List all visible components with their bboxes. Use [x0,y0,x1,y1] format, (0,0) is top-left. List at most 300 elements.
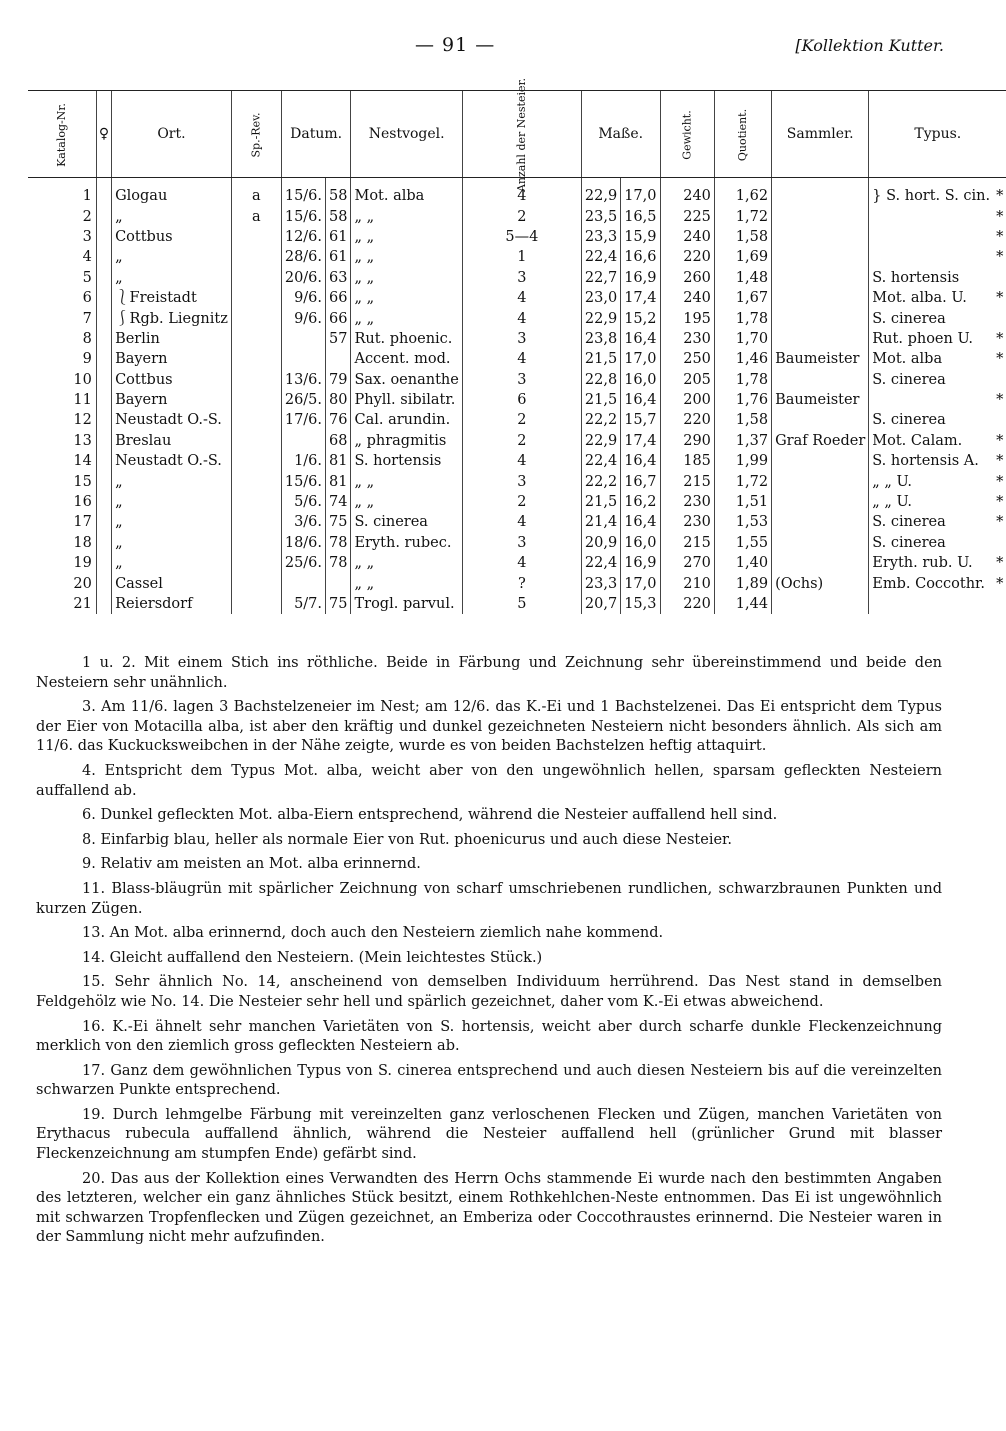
cell-jahr: 74 [326,492,351,512]
table-row [28,268,1006,288]
footnotes [36,654,942,1253]
col-header-sammler: Sammler. [772,91,869,178]
cell-katalog-nr: 10 [73,371,92,388]
cell-mass-laenge: 22,9 [581,308,620,328]
cell-katalog-nr: 8 [82,330,92,347]
cell-typus: Eryth. rub. U. [869,553,993,573]
cell-marker: * [996,208,1004,225]
cell-quotient: 1,40 [714,553,771,573]
cell-mass-breite: 15,3 [621,594,660,614]
cell-female [96,329,111,349]
cell-datum: 3/6. [281,512,325,532]
cell-jahr: 63 [326,268,351,288]
cell-ort: Cassel [112,573,232,593]
table-row [28,206,1006,226]
cell-nestvogel: S. hortensis [351,451,462,471]
col-header-masse: Maße. [581,91,660,178]
cell-sp-rev [231,492,281,512]
col-header-typus: Typus. [869,91,1006,178]
cell-mass-laenge: 23,3 [581,573,620,593]
table-row [28,492,1006,512]
cell-nestvogel: „ „ [351,288,462,308]
cell-anzahl: 3 [462,471,581,491]
cell-mass-breite: 16,9 [621,553,660,573]
col-header-datum: Datum. [281,91,351,178]
cell-datum: 9/6. [281,288,325,308]
cell-typus: Emb. Coccothr. [869,573,993,593]
cell-ort: ⎱Freistadt [112,288,232,308]
cell-gewicht: 230 [660,329,714,349]
cell-anzahl: 5—4 [462,227,581,247]
table-row [28,594,1006,614]
running-title: [Kollektion Kutter. [795,36,944,55]
cell-marker: * [996,555,1004,572]
cell-jahr: 61 [326,227,351,247]
cell-ort: „ [112,268,232,288]
cell-jahr: 58 [326,178,351,207]
cell-marker [993,533,1006,553]
cell-nestvogel: Mot. alba [351,178,462,207]
cell-ort: „ [112,492,232,512]
cell-sp-rev [231,451,281,471]
cell-nestvogel: „ „ [351,206,462,226]
cell-jahr [326,573,351,593]
cell-typus [869,390,993,410]
cell-female [96,431,111,451]
cell-gewicht: 185 [660,451,714,471]
cell-datum: 20/6. [281,268,325,288]
cell-marker [993,594,1006,614]
cell-anzahl: 2 [462,206,581,226]
cell-mass-laenge: 23,0 [581,288,620,308]
footnote-paragraph: 14. Gleicht auffallend den Nesteiern. (Mein leichtestes Stück.) [82,949,543,966]
cell-jahr: 61 [326,247,351,267]
cell-anzahl: 2 [462,431,581,451]
cell-katalog-nr: 9 [82,351,92,368]
cell-datum: 15/6. [281,178,325,207]
cell-nestvogel: S. cinerea [351,512,462,532]
col-header-gewicht: Gewicht. [660,91,714,178]
cell-gewicht: 220 [660,410,714,430]
cell-female [96,451,111,471]
cell-quotient: 1,72 [714,206,771,226]
cell-gewicht: 260 [660,268,714,288]
cell-marker: * [996,392,1004,409]
cell-anzahl: 4 [462,512,581,532]
cell-sammler [772,594,869,614]
cell-mass-breite: 16,7 [621,471,660,491]
cell-marker: * [996,188,1004,205]
cell-datum: 26/5. [281,390,325,410]
cell-gewicht: 225 [660,206,714,226]
footnote-paragraph: 19. Durch lehmgelbe Färbung mit vereinzelten ganz verloschenen Flecken und Zügen, manchen Varietäten von Erythacus rubecula auffallend ähnlich, während die Nesteier auffallend hell (grünlicher Grund mit blasser Fleckenzeichnung am stumpfen Ende) gefärbt sind. [36,1106,942,1163]
cell-datum: 17/6. [281,410,325,430]
cell-anzahl: 3 [462,533,581,553]
cell-marker [993,308,1006,328]
cell-katalog-nr: 2 [82,208,92,225]
cell-sammler [772,227,869,247]
cell-marker: * [996,453,1004,470]
cell-mass-laenge: 22,9 [581,178,620,207]
cell-anzahl: 4 [462,349,581,369]
cell-datum: 12/6. [281,227,325,247]
cell-typus: S. cinerea [869,512,993,532]
cell-quotient: 1,37 [714,431,771,451]
table-row [28,512,1006,532]
table-row [28,553,1006,573]
cell-mass-breite: 17,0 [621,349,660,369]
page-header [0,34,1000,64]
footnote-paragraph: 11. Blass-bläugrün mit spärlicher Zeichnung von scharf umschriebenen rundlichen, schwarzbraunen Punkten und kurzen Zügen. [36,880,942,917]
cell-ort: Bayern [112,390,232,410]
cell-marker: * [996,249,1004,266]
table-row [28,471,1006,491]
cell-sammler: (Ochs) [772,573,869,593]
cell-marker: * [996,351,1004,368]
cell-mass-laenge: 22,4 [581,451,620,471]
table-row [28,431,1006,451]
footnote-paragraph: 6. Dunkel gefleckten Mot. alba-Eiern entsprechend, während die Nesteier auffallend hell sind. [82,807,778,824]
cell-sp-rev [231,288,281,308]
col-header-quotient: Quotient. [714,91,771,178]
cell-marker [993,268,1006,288]
cell-sammler [772,288,869,308]
cell-sammler [772,471,869,491]
cell-mass-laenge: 22,8 [581,370,620,390]
cell-datum [281,573,325,593]
cell-marker: * [996,228,1004,245]
cell-sammler [772,553,869,573]
cell-quotient: 1,58 [714,227,771,247]
cell-marker: * [996,494,1004,511]
cell-mass-breite: 16,6 [621,247,660,267]
cell-nestvogel: „ „ [351,573,462,593]
cell-ort: „ [112,553,232,573]
cell-sp-rev [231,594,281,614]
cell-mass-breite: 15,7 [621,410,660,430]
cell-sammler [772,178,869,207]
col-header-nestvogel: Nestvogel. [351,91,462,178]
cell-mass-laenge: 22,4 [581,553,620,573]
cell-ort: Neustadt O.-S. [112,410,232,430]
cell-katalog-nr: 20 [73,575,92,592]
cell-sammler [772,370,869,390]
cell-gewicht: 195 [660,308,714,328]
cell-jahr: 57 [326,329,351,349]
footnote-paragraph: 3. Am 11/6. lagen 3 Bachstelzeneier im Nest; am 12/6. das K.-Ei und 1 Bachstelzenei. Das Ei entspricht dem Typus der Eier von Motacilla alba, ist aber den kräftig und dunkel gezeichneten Nesteiern nicht besonders ähnlich. Als sich am 11/6. das Kuckucksweibchen in der Nähe zeigte, wurde es von beiden Bachstelzen heftig attaquirt. [36,699,942,755]
cell-katalog-nr: 5 [82,269,92,286]
cell-mass-breite: 16,0 [621,533,660,553]
cell-datum: 13/6. [281,370,325,390]
cell-female [96,594,111,614]
cell-female [96,471,111,491]
cell-ort: „ [112,471,232,491]
cell-katalog-nr: 3 [82,228,92,245]
cell-female [96,410,111,430]
col-header-female: ♀ [96,91,111,178]
footnote-paragraph: 8. Einfarbig blau, heller als normale Eier von Rut. phoenicurus und auch diese Nesteier. [82,831,732,848]
cell-datum: 5/7. [281,594,325,614]
cell-typus: „ „ U. [869,471,993,491]
cell-datum [281,349,325,369]
cell-anzahl: 1 [462,247,581,267]
cell-marker: * [996,473,1004,490]
cell-sp-rev [231,308,281,328]
cell-quotient: 1,67 [714,288,771,308]
cell-gewicht: 215 [660,471,714,491]
cell-sp-rev [231,573,281,593]
cell-ort: Berlin [112,329,232,349]
cell-ort: Bayern [112,349,232,369]
cell-gewicht: 230 [660,492,714,512]
cell-typus: S. cinerea [869,410,993,430]
table-row [28,370,1006,390]
cell-ort: Cottbus [112,227,232,247]
cell-typus: Mot. Calam. [869,431,993,451]
cell-katalog-nr: 18 [73,534,92,551]
cell-sp-rev [231,533,281,553]
cell-female [96,206,111,226]
cell-mass-laenge: 22,9 [581,431,620,451]
col-header-anzahl-nesteier: Anzahl der Nesteier. [462,91,581,178]
cell-gewicht: 240 [660,288,714,308]
cell-quotient: 1,70 [714,329,771,349]
cell-marker: * [996,514,1004,531]
cell-sammler: Baumeister [772,349,869,369]
cell-female [96,308,111,328]
cell-mass-laenge: 20,9 [581,533,620,553]
cell-katalog-nr: 15 [73,473,92,490]
col-header-katalog-nr: Katalog-Nr. [28,91,96,178]
cell-typus: S. cinerea [869,533,993,553]
cell-nestvogel: „ „ [351,308,462,328]
cell-marker: * [996,575,1004,592]
cell-typus: S. cinerea [869,370,993,390]
footnote-paragraph: 13. An Mot. alba erinnernd, doch auch den Nesteiern ziemlich nahe kommend. [82,925,664,942]
cell-female [96,390,111,410]
cell-katalog-nr: 17 [73,514,92,531]
table-header-row [28,91,1006,178]
table-row [28,390,1006,410]
cell-sammler [772,533,869,553]
cell-katalog-nr: 11 [73,392,92,409]
cell-sammler: Graf Roeder [772,431,869,451]
cell-sp-rev [231,471,281,491]
cell-ort: „ [112,512,232,532]
cell-nestvogel: Eryth. rubec. [351,533,462,553]
cell-sp-rev: a [231,206,281,226]
cell-quotient: 1,48 [714,268,771,288]
cell-typus: S. hortensis A. [869,451,993,471]
cell-katalog-nr: 12 [73,412,92,429]
cell-ort: Glogau [112,178,232,207]
cell-sammler [772,451,869,471]
cell-ort: Reiersdorf [112,594,232,614]
cell-mass-laenge: 22,7 [581,268,620,288]
cell-gewicht: 205 [660,370,714,390]
cell-marker: * [996,290,1004,307]
cell-jahr: 66 [326,308,351,328]
egg-catalog-table [28,77,1006,614]
cell-datum: 15/6. [281,206,325,226]
cell-mass-laenge: 20,7 [581,594,620,614]
cell-jahr: 76 [326,410,351,430]
cell-sp-rev [231,390,281,410]
cell-gewicht: 220 [660,247,714,267]
col-header-ort: Ort. [112,91,232,178]
cell-typus: Mot. alba. U. [869,288,993,308]
cell-jahr: 80 [326,390,351,410]
col-header-sp-rev: Sp.-Rev. [231,91,281,178]
cell-nestvogel: „ „ [351,553,462,573]
cell-sammler [772,410,869,430]
cell-gewicht: 200 [660,390,714,410]
cell-sammler [772,492,869,512]
cell-typus [869,247,993,267]
cell-ort: ⎰Rgb. Liegnitz [112,308,232,328]
footnote-paragraph: 15. Sehr ähnlich No. 14, anscheinend von demselben Individuum herrührend. Das Nest stand in demselben Feldgehölz wie No. 14. Die Nesteier sehr hell und spärlich gezeichnet, daher vom K.-Ei etwas abweichend. [36,974,942,1010]
cell-sp-rev [231,431,281,451]
cell-quotient: 1,78 [714,308,771,328]
cell-nestvogel: Trogl. parvul. [351,594,462,614]
cell-mass-laenge: 23,3 [581,227,620,247]
cell-anzahl: 3 [462,329,581,349]
footnote-paragraph: 9. Relativ am meisten an Mot. alba erinnernd. [82,856,421,873]
cell-sammler [772,206,869,226]
cell-quotient: 1,58 [714,410,771,430]
cell-sp-rev [231,227,281,247]
cell-sammler [772,329,869,349]
cell-datum: 25/6. [281,553,325,573]
cell-sp-rev [231,410,281,430]
cell-typus: „ „ U. [869,492,993,512]
cell-quotient: 1,72 [714,471,771,491]
cell-gewicht: 270 [660,553,714,573]
cell-anzahl: 5 [462,594,581,614]
cell-anzahl: 3 [462,370,581,390]
cell-female [96,512,111,532]
cell-mass-breite: 16,4 [621,451,660,471]
cell-sp-rev [231,553,281,573]
cell-sp-rev [231,247,281,267]
cell-gewicht: 250 [660,349,714,369]
cell-female [96,288,111,308]
cell-datum [281,431,325,451]
cell-katalog-nr: 13 [73,432,92,449]
cell-typus: Rut. phoen U. [869,329,993,349]
cell-katalog-nr: 4 [82,249,92,266]
cell-quotient: 1,76 [714,390,771,410]
cell-female [96,370,111,390]
cell-nestvogel: „ „ [351,492,462,512]
cell-female [96,573,111,593]
cell-mass-laenge: 22,2 [581,410,620,430]
cell-sammler: Baumeister [772,390,869,410]
cell-mass-breite: 16,9 [621,268,660,288]
cell-mass-laenge: 21,5 [581,390,620,410]
cell-anzahl: 4 [462,288,581,308]
cell-anzahl: 2 [462,410,581,430]
cell-anzahl: 6 [462,390,581,410]
footnote-paragraph: 4. Entspricht dem Typus Mot. alba, weicht aber von den ungewöhnlich hellen, sparsam gefleckten Nesteiern auffallend ab. [36,762,942,799]
cell-nestvogel: Phyll. sibilatr. [351,390,462,410]
cell-typus: S. hortensis [869,268,993,288]
cell-gewicht: 215 [660,533,714,553]
cell-mass-breite: 17,4 [621,288,660,308]
cell-anzahl: 3 [462,268,581,288]
cell-jahr [326,349,351,369]
cell-gewicht: 240 [660,178,714,207]
cell-marker [993,410,1006,430]
cell-nestvogel: „ phragmitis [351,431,462,451]
cell-female [96,349,111,369]
cell-katalog-nr: 16 [73,494,92,511]
cell-quotient: 1,78 [714,370,771,390]
cell-anzahl: 4 [462,308,581,328]
cell-sammler [772,247,869,267]
table-row [28,349,1006,369]
cell-jahr: 81 [326,451,351,471]
table-row [28,288,1006,308]
cell-nestvogel: Accent. mod. [351,349,462,369]
table-row [28,247,1006,267]
cell-typus [869,227,993,247]
cell-jahr: 68 [326,431,351,451]
cell-mass-breite: 17,4 [621,431,660,451]
cell-marker: * [996,330,1004,347]
cell-sammler [772,308,869,328]
table-row [28,573,1006,593]
cell-mass-breite: 16,4 [621,329,660,349]
cell-anzahl: 4 [462,553,581,573]
cell-mass-breite: 16,4 [621,390,660,410]
cell-anzahl: 2 [462,492,581,512]
cell-nestvogel: „ „ [351,247,462,267]
cell-quotient: 1,55 [714,533,771,553]
cell-mass-breite: 17,0 [621,573,660,593]
table-row [28,308,1006,328]
cell-jahr: 66 [326,288,351,308]
cell-sammler [772,268,869,288]
cell-mass-laenge: 21,5 [581,492,620,512]
cell-gewicht: 210 [660,573,714,593]
cell-nestvogel: Sax. oenanthe [351,370,462,390]
footnote-paragraph: 17. Ganz dem gewöhnlichen Typus von S. cinerea entsprechend und auch diesen Nesteiern bis auf die vereinzelten schwarzen Punkte entsprechend. [36,1062,942,1099]
cell-mass-laenge: 23,5 [581,206,620,226]
cell-nestvogel: „ „ [351,268,462,288]
table-row [28,329,1006,349]
footnote-paragraph: 20. Das aus der Kollektion eines Verwandten des Herrn Ochs stammende Ei wurde nach den bestimmten Angaben des letzteren, welcher ein ganz ähnliches Stück besitzt, einem Rothkehlchen-Neste entnommen. Das Ei ist ungewöhnlich mit schwarzen Tropfenflecken und Zügen gezeichnet, an Emberiza oder Coccothraustes erinnernd. Die Nesteier waren in der Sammlung nicht mehr aufzufinden. [36,1170,942,1246]
cell-datum: 5/6. [281,492,325,512]
cell-quotient: 1,89 [714,573,771,593]
cell-datum: 15/6. [281,471,325,491]
cell-katalog-nr: 1 [82,188,92,205]
cell-mass-breite: 15,9 [621,227,660,247]
cell-mass-laenge: 23,8 [581,329,620,349]
cell-ort: „ [112,247,232,267]
cell-nestvogel: Rut. phoenic. [351,329,462,349]
cell-gewicht: 240 [660,227,714,247]
cell-mass-breite: 17,0 [621,178,660,207]
cell-katalog-nr: 19 [73,555,92,572]
cell-quotient: 1,99 [714,451,771,471]
cell-female [96,268,111,288]
cell-mass-laenge: 22,4 [581,247,620,267]
cell-nestvogel: „ „ [351,471,462,491]
footnote-paragraph: 1 u. 2. Mit einem Stich ins röthliche. Beide in Färbung und Zeichnung sehr übereinstimmend und beide den Nesteiern sehr unähnlich. [36,655,942,691]
cell-ort: „ [112,533,232,553]
cell-jahr: 81 [326,471,351,491]
